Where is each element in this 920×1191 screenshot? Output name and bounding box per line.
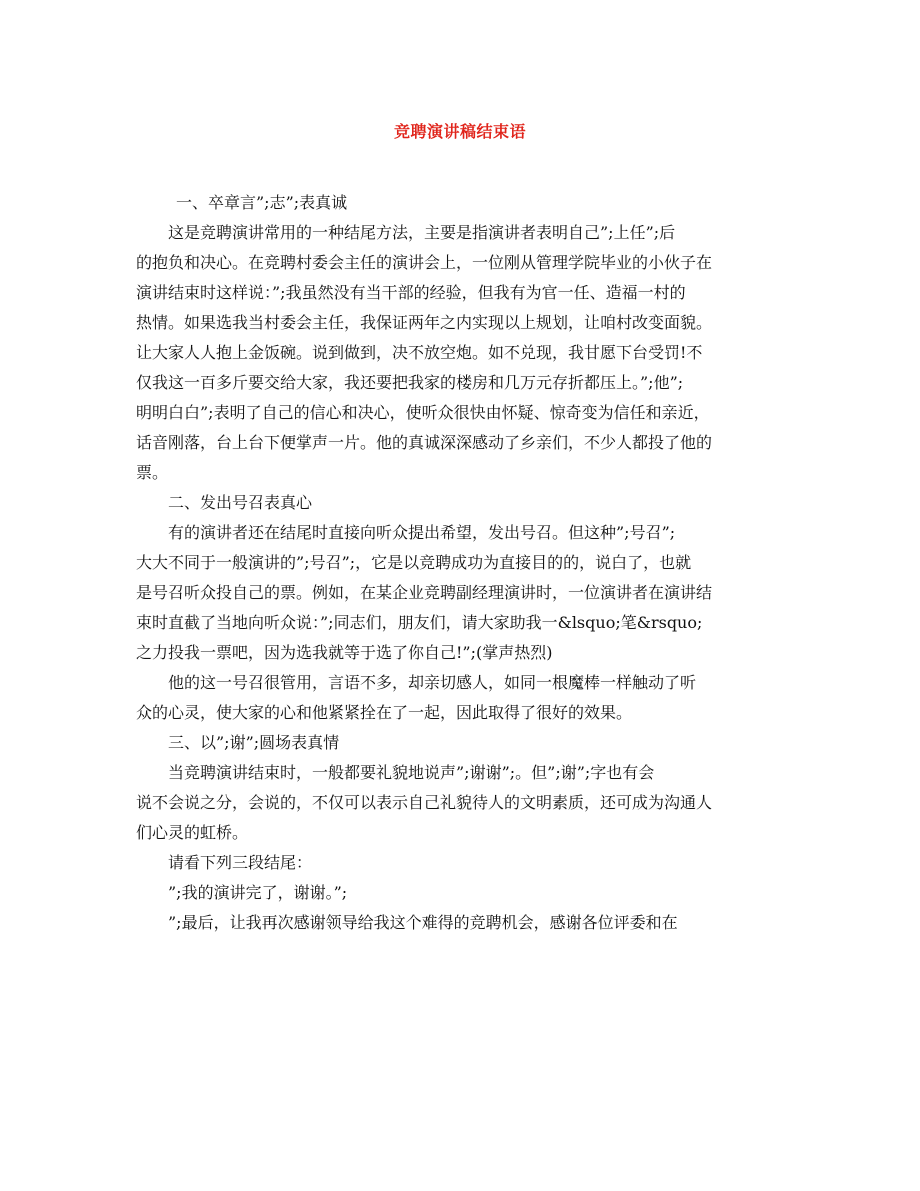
text-line: 当竞聘演讲结束时，一般都要礼貌地说声”;谢谢”;。但”;谢”;字也有会 — [168, 763, 655, 782]
text-line: 有的演讲者还在结尾时直接向听众提出希望，发出号召。但这种”;号召”; — [168, 523, 676, 542]
text-line: 票。 — [136, 463, 169, 482]
text-line: 们心灵的虹桥。 — [136, 823, 249, 842]
text-line: 三、以”;谢”;圆场表真情 — [168, 733, 340, 752]
text-line: 他的这一号召很管用，言语不多，却亲切感人，如同一根魔棒一样触动了听 — [168, 673, 697, 692]
text-line: 大大不同于一般演讲的”;号召”;，它是以竞聘成功为直接目的的，说白了，也就 — [136, 553, 692, 572]
text-line: 演讲结束时这样说：”;我虽然没有当干部的经验，但我有为官一任、造福一村的 — [136, 283, 686, 302]
text-line: 之力投我一票吧，因为选我就等于选了你自己!”;(掌声热烈) — [136, 643, 553, 662]
paragraph — [136, 668, 786, 728]
text-line: 二、发出号召表真心 — [168, 493, 313, 512]
text-line: ”;最后，让我再次感谢领导给我这个难得的竞聘机会，感谢各位评委和在 — [168, 913, 678, 932]
paragraph — [136, 908, 786, 938]
paragraph — [136, 878, 786, 908]
text-line: 让大家人人抱上金饭碗。说到做到，决不放空炮。如不兑现，我甘愿下台受罚!不 — [136, 343, 703, 362]
section-heading-1 — [136, 188, 786, 218]
paragraph — [136, 218, 786, 488]
text-line: 热情。如果选我当村委会主任，我保证两年之内实现以上规划，让咱村改变面貌。 — [136, 313, 713, 332]
paragraph — [136, 848, 786, 878]
document-title: 竞聘演讲稿结束语 — [393, 122, 526, 141]
text-line: 这是竞聘演讲常用的一种结尾方法，主要是指演讲者表明自己”;上任”;后 — [168, 223, 676, 242]
text-line: 话音刚落，台上台下便掌声一片。他的真诚深深感动了乡亲们，不少人都投了他的 — [136, 433, 713, 452]
section-heading-3 — [136, 728, 786, 758]
text-line: 请看下列三段结尾： — [168, 853, 313, 872]
paragraph — [136, 518, 786, 668]
text-line: 是号召听众投自己的票。例如，在某企业竞聘副经理演讲时，一位演讲者在演讲结 — [136, 583, 713, 602]
text-line: 说不会说之分，会说的，不仅可以表示自己礼貌待人的文明素质，还可成为沟通人 — [136, 793, 713, 812]
paragraph — [136, 758, 786, 848]
section-heading-2 — [136, 488, 786, 518]
text-line: 仅我这一百多斤要交给大家，我还要把我家的楼房和几万元存折都压上。”;他”; — [136, 373, 684, 392]
text-line: 束时直截了当地向听众说：”;同志们，朋友们，请大家助我一&lsquo;笔&rsquo; — [136, 613, 703, 632]
text-line: 众的心灵，使大家的心和他紧紧拴在了一起，因此取得了很好的效果。 — [136, 703, 633, 722]
text-line: 的抱负和决心。在竞聘村委会主任的演讲会上，一位刚从管理学院毕业的小伙子在 — [136, 253, 713, 272]
text-line: 明明白白”;表明了自己的信心和决心，使听众很快由怀疑、惊奇变为信任和亲近， — [136, 403, 710, 422]
document-body — [136, 188, 786, 938]
text-line: 一、卒章言”;志”;表真诚 — [176, 193, 348, 212]
text-line: ”;我的演讲完了，谢谢。”; — [168, 883, 348, 902]
